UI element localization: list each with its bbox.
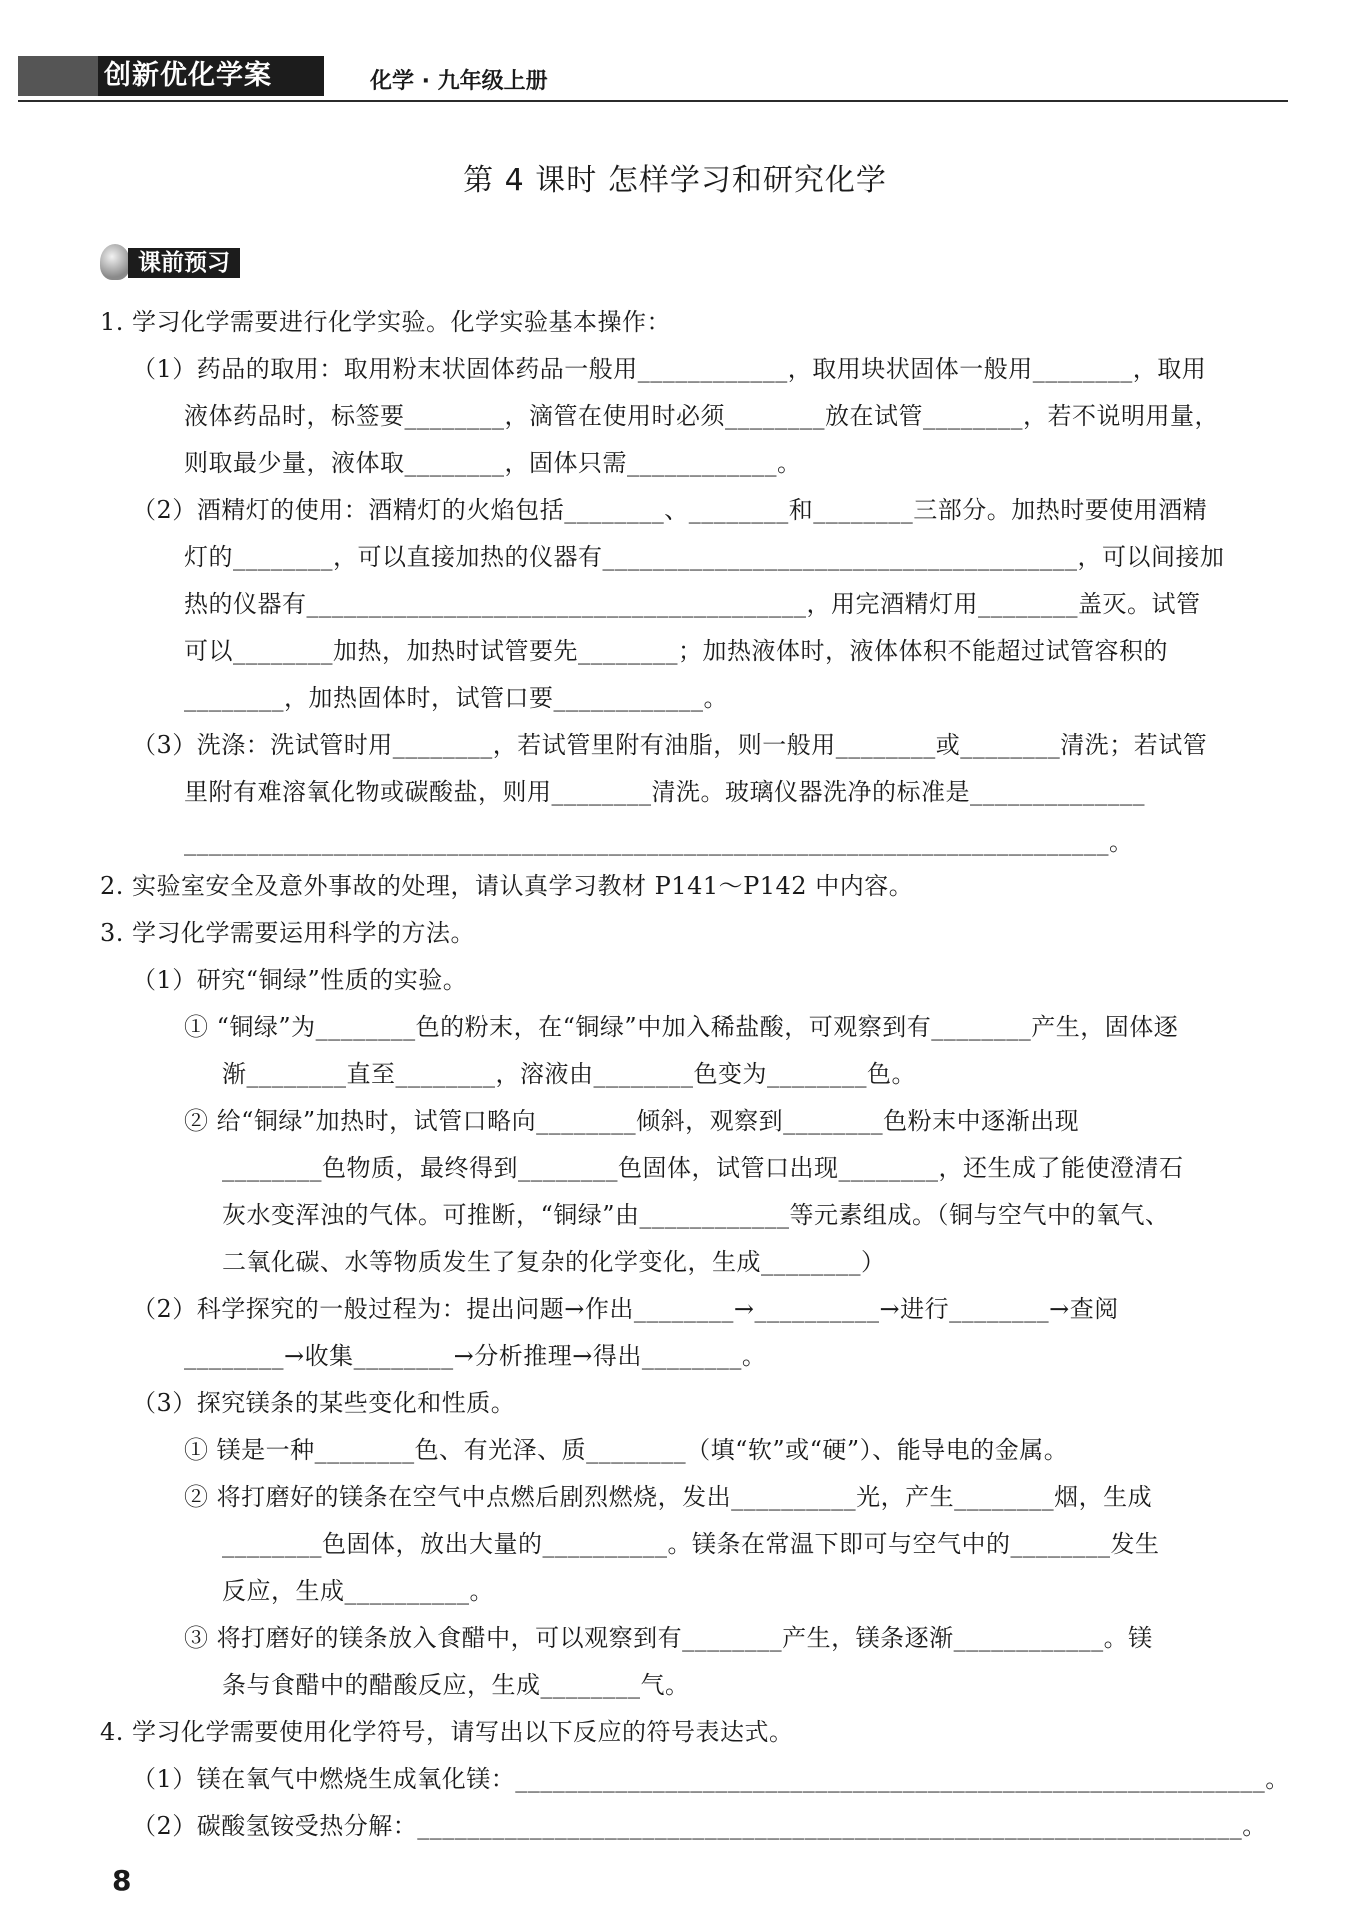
page-number: 8 <box>112 1864 132 1897</box>
section-tag <box>100 244 258 280</box>
text-line: 里附有难溶氧化物或碳酸盐，则用________清洗。玻璃仪器洗净的标准是______________ <box>184 778 1145 806</box>
text-line: 1. 学习化学需要进行化学实验。化学实验基本操作： <box>100 308 672 336</box>
text-line: ________色固体，放出大量的__________。镁条在常温下即可与空气中的________发生 <box>222 1530 1160 1558</box>
text-line: 可以________加热，加热时试管要先________；加热液体时，液体体积不能超过试管容积的 <box>184 637 1168 665</box>
text-line: ________→收集________→分析推理→得出________。 <box>184 1342 767 1370</box>
text-line: ________色物质，最终得到________色固体，试管口出现________，还生成了能使澄清石 <box>222 1154 1184 1182</box>
text-line: 反应，生成__________。 <box>222 1577 494 1605</box>
text-line: ③ 将打磨好的镁条放入食醋中，可以观察到有________产生，镁条逐渐____________。镁 <box>184 1624 1153 1652</box>
text-line: ________，加热固体时，试管口要____________。 <box>184 684 728 712</box>
text-line: （2）酒精灯的使用：酒精灯的火焰包括________、________和________三部分。加热时要使用酒精 <box>132 496 1208 524</box>
text-line: ② 给“铜绿”加热时，试管口略向________倾斜，观察到________色粉末中逐渐出现 <box>184 1107 1080 1135</box>
text-line: （1）镁在氧气中燃烧生成氧化镁：____________________________________________________________。 <box>132 1765 1290 1793</box>
text-line: 灯的________，可以直接加热的仪器有______________________________________，可以间接加 <box>184 543 1225 571</box>
text-line: 3. 学习化学需要运用科学的方法。 <box>100 919 476 947</box>
text-line: 热的仪器有________________________________________，用完酒精灯用________盖灭。试管 <box>184 590 1201 618</box>
text-line: 则取最少量，液体取________，固体只需____________。 <box>184 449 802 477</box>
text-line: __________________________________________________________________________。 <box>184 828 1134 856</box>
text-line: （3）探究镁条的某些变化和性质。 <box>132 1389 516 1417</box>
text-line: （1）研究“铜绿”性质的实验。 <box>132 966 468 994</box>
text-line: （1）药品的取用：取用粉末状固体药品一般用____________，取用块状固体一般用________，取用 <box>132 355 1207 383</box>
text-line: ① “铜绿”为________色的粉末，在“铜绿”中加入稀盐酸，可观察到有________产生，固体逐 <box>184 1013 1179 1041</box>
brand-accent <box>18 56 98 96</box>
header-bar <box>18 52 1288 102</box>
lightbulb-icon <box>100 244 130 280</box>
text-line: 液体药品时，标签要________，滴管在使用时必须________放在试管________，若不说明用量， <box>184 402 1219 430</box>
text-line: （2）碳酸氢铵受热分解：__________________________________________________________________。 <box>132 1812 1267 1840</box>
text-line: 4. 学习化学需要使用化学符号，请写出以下反应的符号表达式。 <box>100 1718 794 1746</box>
text-line: 灰水变浑浊的气体。可推断，“铜绿”由____________等元素组成。（铜与空气中的氧气、 <box>222 1201 1170 1229</box>
text-line: 条与食醋中的醋酸反应，生成________气。 <box>222 1671 690 1699</box>
text-line: 渐________直至________，溶液由________色变为________色。 <box>222 1060 916 1088</box>
brand-title: 创新优化学案 <box>104 60 272 91</box>
lesson-title: 第 4 课时 怎样学习和研究化学 <box>463 163 887 198</box>
text-line: 二氧化碳、水等物质发生了复杂的化学变化，生成________） <box>222 1248 886 1276</box>
section-label: 课前预习 <box>128 248 240 278</box>
text-line: 2. 实验室安全及意外事故的处理，请认真学习教材 P141～P142 中内容。 <box>100 872 914 900</box>
text-line: （3）洗涤：洗试管时用________，若试管里附有油脂，则一般用________或________清洗；若试管 <box>132 731 1208 759</box>
brand-banner <box>18 56 324 96</box>
text-line: （2）科学探究的一般过程为：提出问题→作出________→__________→进行________→查阅 <box>132 1295 1119 1323</box>
subject-label: 化学 · 九年级上册 <box>370 69 548 94</box>
text-line: ② 将打磨好的镁条在空气中点燃后剧烈燃烧，发出__________光，产生________烟，生成 <box>184 1483 1153 1511</box>
text-line: ① 镁是一种________色、有光泽、质________（填“软”或“硬”）、能导电的金属。 <box>184 1436 1069 1464</box>
